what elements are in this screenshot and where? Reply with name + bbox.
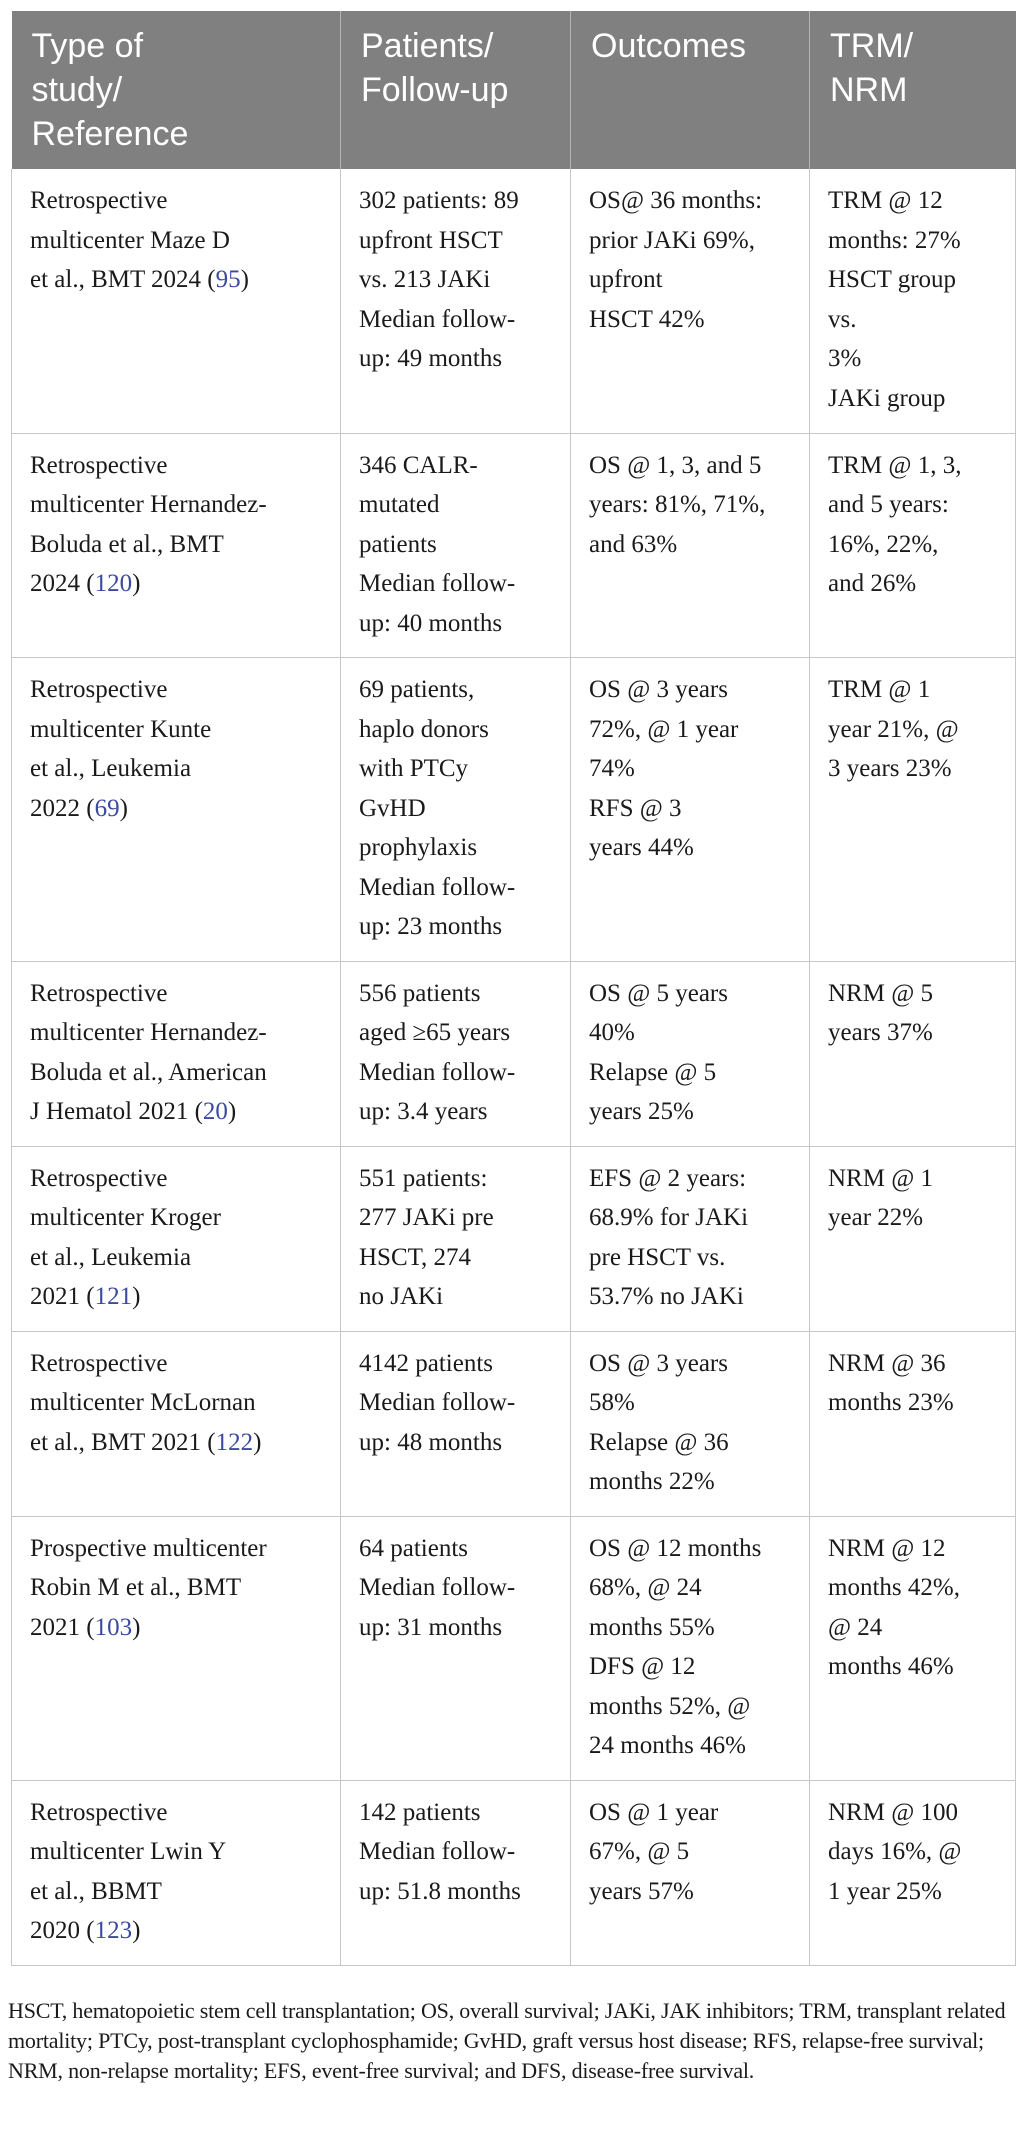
cell-trm-nrm: NRM @ 12 months 42%, @ 24 months 46% bbox=[810, 1516, 1016, 1780]
study-text: Retrospective multicenter Maze D et al., BMT 2024 ( bbox=[30, 187, 230, 293]
reference-link[interactable]: 122 bbox=[215, 1428, 254, 1456]
cell-patients: 64 patients Median follow- up: 31 months bbox=[341, 1516, 571, 1780]
cell-outcomes: OS @ 1 year 67%, @ 5 years 57% bbox=[571, 1780, 810, 1965]
header-outcomes bbox=[571, 11, 810, 169]
cell-study: Retrospective multicenter McLornan et al., BMT 2021 (122) bbox=[12, 1331, 341, 1516]
study-text: Retrospective multicenter Hernandez- Boluda et al., American J Hematol 2021 ( bbox=[30, 979, 267, 1125]
cell-patients: 4142 patients Median follow- up: 48 months bbox=[341, 1331, 571, 1516]
cell-patients: 556 patients aged ≥65 years Median follow- up: 3.4 years bbox=[341, 961, 571, 1146]
header-type-of-study bbox=[12, 11, 341, 169]
table-row bbox=[12, 1146, 1016, 1331]
cell-study: Retrospective multicenter Maze D et al., BMT 2024 (95) bbox=[12, 169, 341, 433]
cell-patients: 346 CALR- mutated patients Median follow- up: 40 months bbox=[341, 433, 571, 658]
cell-outcomes: OS@ 36 months: prior JAKi 69%, upfront HSCT 42% bbox=[571, 169, 810, 433]
reference-link[interactable]: 120 bbox=[94, 570, 133, 597]
study-text: Prospective multicenter Robin M et al., BMT 2021 ( bbox=[30, 1534, 267, 1641]
reference-link[interactable]: 103 bbox=[94, 1613, 133, 1641]
cell-trm-nrm: NRM @ 5 years 37% bbox=[810, 961, 1016, 1146]
cell-outcomes: OS @ 5 years 40% Relapse @ 5 years 25% bbox=[571, 961, 810, 1146]
header-label: Outcomes bbox=[591, 27, 746, 65]
cell-trm-nrm: NRM @ 36 months 23% bbox=[810, 1331, 1016, 1516]
cell-outcomes: OS @ 3 years 72%, @ 1 year 74% RFS @ 3 years 44% bbox=[571, 658, 810, 962]
cell-outcomes: EFS @ 2 years: 68.9% for JAKi pre HSCT vs. 53.7% no JAKi bbox=[571, 1146, 810, 1331]
header-label: Patients/ Follow-up bbox=[361, 27, 509, 109]
cell-study: Prospective multicenter Robin M et al., BMT 2021 (103) bbox=[12, 1516, 341, 1780]
cell-trm-nrm: NRM @ 100 days 16%, @ 1 year 25% bbox=[810, 1780, 1016, 1965]
cell-study: Retrospective multicenter Lwin Y et al., BBMT 2020 (123) bbox=[12, 1780, 341, 1965]
header-patients-followup bbox=[341, 11, 571, 169]
cell-study: Retrospective multicenter Kunte et al., Leukemia 2022 (69) bbox=[12, 658, 341, 962]
cell-patients: 302 patients: 89 upfront HSCT vs. 213 JAKi Median follow- up: 49 months bbox=[341, 169, 571, 433]
table-row bbox=[12, 961, 1016, 1146]
table-body bbox=[12, 169, 1016, 1965]
header-row bbox=[12, 11, 1016, 169]
cell-study: Retrospective multicenter Kroger et al., Leukemia 2021 (121) bbox=[12, 1146, 341, 1331]
cell-trm-nrm: TRM @ 1 year 21%, @ 3 years 23% bbox=[810, 658, 1016, 962]
cell-study: Retrospective multicenter Hernandez- Boluda et al., American J Hematol 2021 (20) bbox=[12, 961, 341, 1146]
table-row bbox=[12, 433, 1016, 658]
cell-trm-nrm: TRM @ 12 months: 27% HSCT group vs. 3% JAKi group bbox=[810, 169, 1016, 433]
cell-outcomes: OS @ 3 years 58% Relapse @ 36 months 22% bbox=[571, 1331, 810, 1516]
table-footnote: HSCT, hematopoietic stem cell transplantation; OS, overall survival; JAKi, JAK inhibitors; TRM, transplant related mortality; PTCy, post-transplant cyclophosphamide; GvHD, graft versus host disease; RFS, relapse-free survival; NRM, non-relapse mortality; EFS, event-free survival; and DFS, disease-free survival. bbox=[8, 1998, 1006, 2083]
study-text: Retrospective multicenter Hernandez- Boluda et al., BMT 2024 ( bbox=[30, 451, 267, 597]
header-trm-nrm bbox=[810, 11, 1016, 169]
cell-trm-nrm: TRM @ 1, 3, and 5 years: 16%, 22%, and 26% bbox=[810, 433, 1016, 658]
cell-outcomes: OS @ 1, 3, and 5 years: 81%, 71%, and 63% bbox=[571, 433, 810, 658]
reference-link[interactable]: 69 bbox=[94, 794, 120, 822]
reference-link[interactable]: 123 bbox=[94, 1917, 133, 1944]
study-text: Retrospective multicenter McLornan et al., BMT 2021 ( bbox=[30, 1349, 256, 1456]
cell-trm-nrm: NRM @ 1 year 22% bbox=[810, 1146, 1016, 1331]
header-label: Type of study/ Reference bbox=[31, 27, 189, 153]
study-text: Retrospective multicenter Kroger et al., Leukemia 2021 ( bbox=[30, 1164, 221, 1310]
cell-patients: 551 patients: 277 JAKi pre HSCT, 274 no JAKi bbox=[341, 1146, 571, 1331]
cell-patients: 69 patients, haplo donors with PTCy GvHD prophylaxis Median follow- up: 23 months bbox=[341, 658, 571, 962]
table-row bbox=[12, 1516, 1016, 1780]
reference-link[interactable]: 121 bbox=[94, 1283, 133, 1310]
study-text: Retrospective multicenter Kunte et al., Leukemia 2022 ( bbox=[30, 676, 212, 822]
table-row bbox=[12, 658, 1016, 962]
study-text: Retrospective multicenter Lwin Y et al., BBMT 2020 ( bbox=[30, 1798, 227, 1944]
table-container bbox=[11, 11, 1015, 1966]
table-row bbox=[12, 1331, 1016, 1516]
cell-study: Retrospective multicenter Hernandez- Boluda et al., BMT 2024 (120) bbox=[12, 433, 341, 658]
reference-link[interactable]: 95 bbox=[215, 266, 241, 293]
studies-table bbox=[11, 11, 1016, 1966]
reference-link[interactable]: 20 bbox=[202, 1098, 228, 1125]
header-label: TRM/ NRM bbox=[830, 27, 914, 109]
table-row bbox=[12, 1780, 1016, 1965]
cell-outcomes: OS @ 12 months 68%, @ 24 months 55% DFS @ 12 months 52%, @ 24 months 46% bbox=[571, 1516, 810, 1780]
cell-patients: 142 patients Median follow- up: 51.8 months bbox=[341, 1780, 571, 1965]
table-row bbox=[12, 169, 1016, 433]
table-header bbox=[12, 11, 1016, 169]
